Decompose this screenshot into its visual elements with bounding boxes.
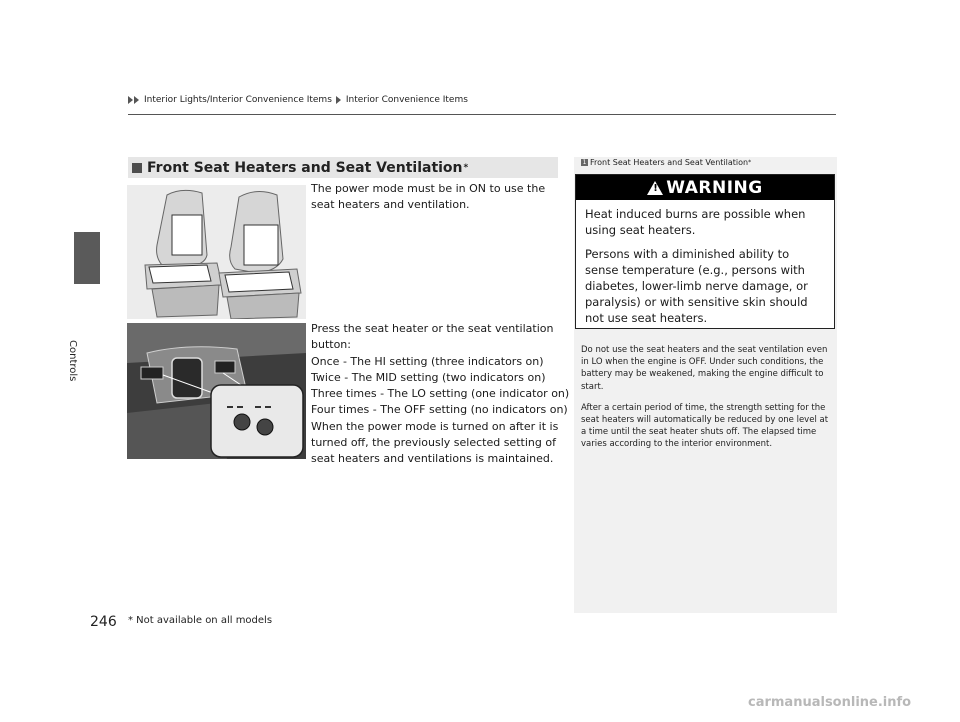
sidebar-title-marker: * xyxy=(748,159,752,166)
footnote: * Not available on all models xyxy=(128,615,273,626)
chapter-tab xyxy=(74,232,100,284)
warning-header xyxy=(576,175,834,200)
instruction-line: Twice - The MID setting (two indicators on) xyxy=(311,370,546,384)
warning-heading: WARNING xyxy=(666,177,763,198)
breadcrumb-current: Interior Convenience Items xyxy=(345,95,468,105)
reference-icon: 1 xyxy=(582,159,587,166)
power-mode-note: The power mode must be in ON to use the seat heaters and ventilation. xyxy=(311,182,546,211)
instruction-line: seat heaters and ventilations is maintained. xyxy=(311,452,554,466)
breadcrumb-arrow-icon xyxy=(134,96,139,104)
instructions-block xyxy=(311,321,570,468)
instruction-line: turned off, the previously selected setting of xyxy=(311,436,556,450)
sidebar-title xyxy=(581,158,751,167)
breadcrumb-arrow-icon xyxy=(128,96,133,104)
warning-box xyxy=(575,174,835,329)
instruction-line: Four times - The OFF setting (no indicators on) xyxy=(311,403,568,417)
instruction-line: Three times - The LO setting (one indicator on) xyxy=(311,387,570,401)
breadcrumb-arrow-icon xyxy=(336,96,341,104)
section-title-marker: * xyxy=(463,162,469,173)
front-seats-illustration xyxy=(127,185,306,319)
breadcrumb-link-interior-lights[interactable]: Interior Lights/Interior Convenience Items xyxy=(144,95,332,105)
section-square-icon xyxy=(132,163,142,173)
center-console-buttons-illustration xyxy=(127,323,306,459)
instruction-line: Press the seat heater or the seat ventilation xyxy=(311,322,554,335)
section-heading xyxy=(128,157,558,178)
sidebar-note: After a certain period of time, the strength setting for the seat heaters will automatically be reduced by one level at a time until the seat heater shuts off. The elapsed time varies according to the interior environment. xyxy=(581,402,829,450)
instruction-line: button: xyxy=(311,338,351,352)
chapter-label: Controls xyxy=(67,340,78,382)
sidebar-title-text: Front Seat Heaters and Seat Ventilation xyxy=(590,158,749,167)
breadcrumb xyxy=(128,95,468,105)
warning-triangle-icon: ! xyxy=(647,181,663,195)
instruction-line: When the power mode is turned on after it is xyxy=(311,419,559,433)
warning-paragraph: Heat induced burns are possible when using seat heaters. xyxy=(585,207,806,237)
watermark: carmanualsonline.info xyxy=(748,695,912,710)
warning-paragraph: Persons with a diminished ability to sense temperature (e.g., persons with diabetes, lower-limb nerve damage, or paralysis) or with sensitive skin should not use seat heaters. xyxy=(585,247,808,325)
warning-body xyxy=(576,200,834,326)
sidebar-notes xyxy=(581,344,831,460)
page-number: 246 xyxy=(90,614,117,630)
instruction-line: Once - The HI setting (three indicators on) xyxy=(311,354,544,368)
sidebar-note: Do not use the seat heaters and the seat ventilation even in LO when the engine is OFF. Under such conditions, the battery may be weakened, making the engine difficult to start. xyxy=(581,345,828,392)
section-title: Front Seat Heaters and Seat Ventilation xyxy=(147,159,463,176)
header-divider xyxy=(128,114,836,115)
